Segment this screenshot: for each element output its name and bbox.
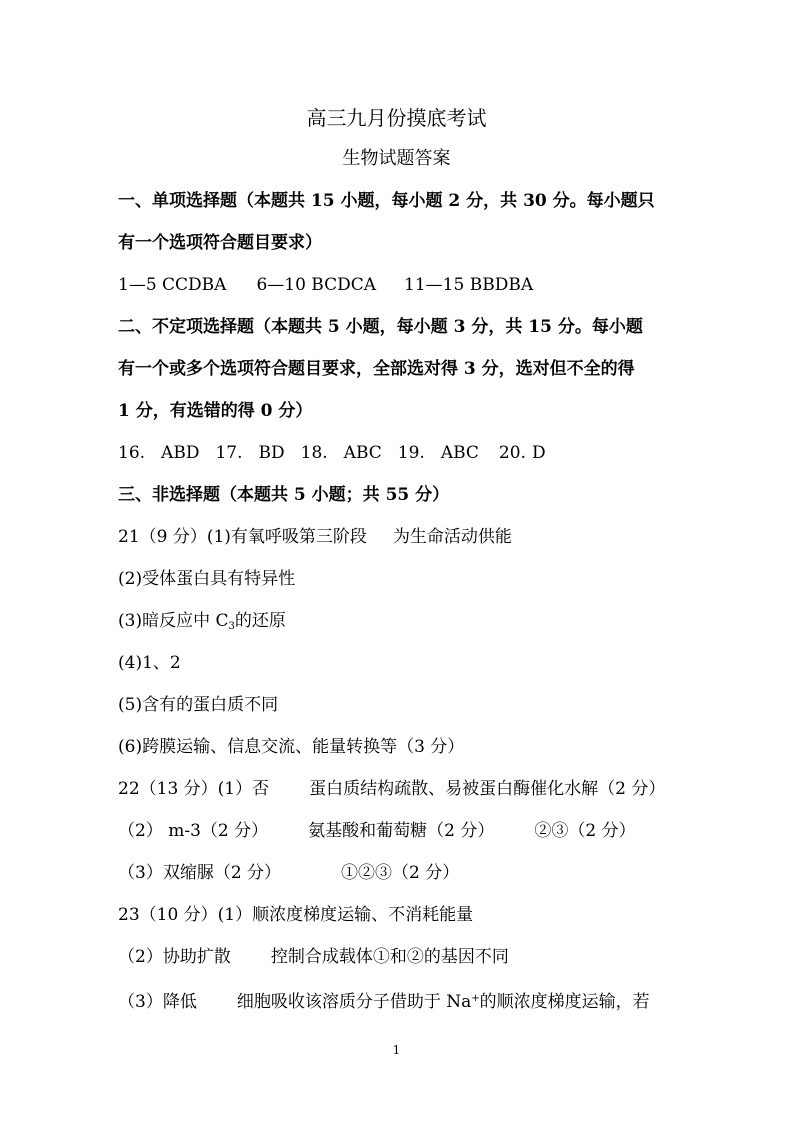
section2-heading-line2: 有一个或多个选项符合题目要求，全部选对得 3 分，选对但不全的得	[118, 359, 635, 379]
section2-heading-line1: 二、不定项选择题（本题共 5 小题，每小题 3 分，共 15 分。每小题	[118, 317, 643, 337]
answer-number: 16.	[118, 443, 146, 463]
q21-line3: (3)暗反应中 $C_3$的还原	[118, 611, 286, 632]
section1-heading-line2: 有一个选项符合题目要求）	[118, 233, 322, 253]
q23-line3: （3）降低 细胞吸收该溶质分子借助于 Na+的顺浓度梯度运输，若	[118, 992, 650, 1012]
answer-number: 20.	[498, 443, 526, 463]
answer-number: 18.	[300, 443, 328, 463]
q22-line2: （2） m-3（2 分） 氨基酸和葡萄糖（2 分） ②③（2 分）	[118, 821, 636, 841]
section1-answers	[118, 273, 533, 297]
answer-value: D	[531, 443, 546, 463]
q21-line6: (6)跨膜运输、信息交流、能量转换等（3 分）	[118, 737, 465, 757]
answer-value: BD	[258, 443, 285, 463]
section3-heading: 三、非选择题（本题共 5 小题；共 55 分）	[118, 485, 450, 505]
answer-value: ABD	[161, 443, 200, 463]
q21-line5: (5)含有的蛋白质不同	[118, 695, 279, 715]
q22-line3: （3）双缩脲（2 分） ①②③（2 分）	[118, 863, 460, 883]
q21-line4: (4)1、2	[118, 653, 181, 673]
section2-heading-line3: 1 分，有选错的得 0 分）	[118, 401, 313, 421]
subscript-3: 3	[228, 621, 235, 632]
answer-group-1-5: 1—5 CCDBA	[118, 275, 227, 295]
answer-number: 17.	[215, 443, 243, 463]
answer-value: ABC	[343, 443, 382, 463]
q21-line1: 21（9 分）(1)有氧呼吸第三阶段 为生命活动供能	[118, 527, 512, 547]
answer-number: 19.	[397, 443, 425, 463]
exam-title: 高三九月份摸底考试	[306, 106, 487, 130]
answer-group-6-10: 6—10 BCDCA	[256, 275, 377, 295]
section1-heading-line1: 一、单项选择题（本题共 15 小题，每小题 2 分，共 30 分。每小题只	[118, 191, 655, 211]
exam-subtitle: 生物试题答案	[342, 148, 451, 169]
q23-line1: 23（10 分）(1）顺浓度梯度运输、不消耗能量	[118, 905, 474, 925]
q23-line2: （2）协助扩散 控制合成载体①和②的基因不同	[118, 947, 509, 967]
superscript-plus: +	[471, 993, 480, 1004]
answer-group-11-15: 11—15 BBDBA	[404, 275, 534, 295]
page-number: 1	[392, 1043, 401, 1057]
section2-answers	[118, 441, 546, 465]
q21-line2: (2)受体蛋白具有特异性	[118, 569, 296, 589]
q22-line1: 22（13 分）(1）否 蛋白质结构疏散、易被蛋白酶催化水解（2 分）	[118, 779, 666, 799]
answer-value: ABC	[440, 443, 479, 463]
